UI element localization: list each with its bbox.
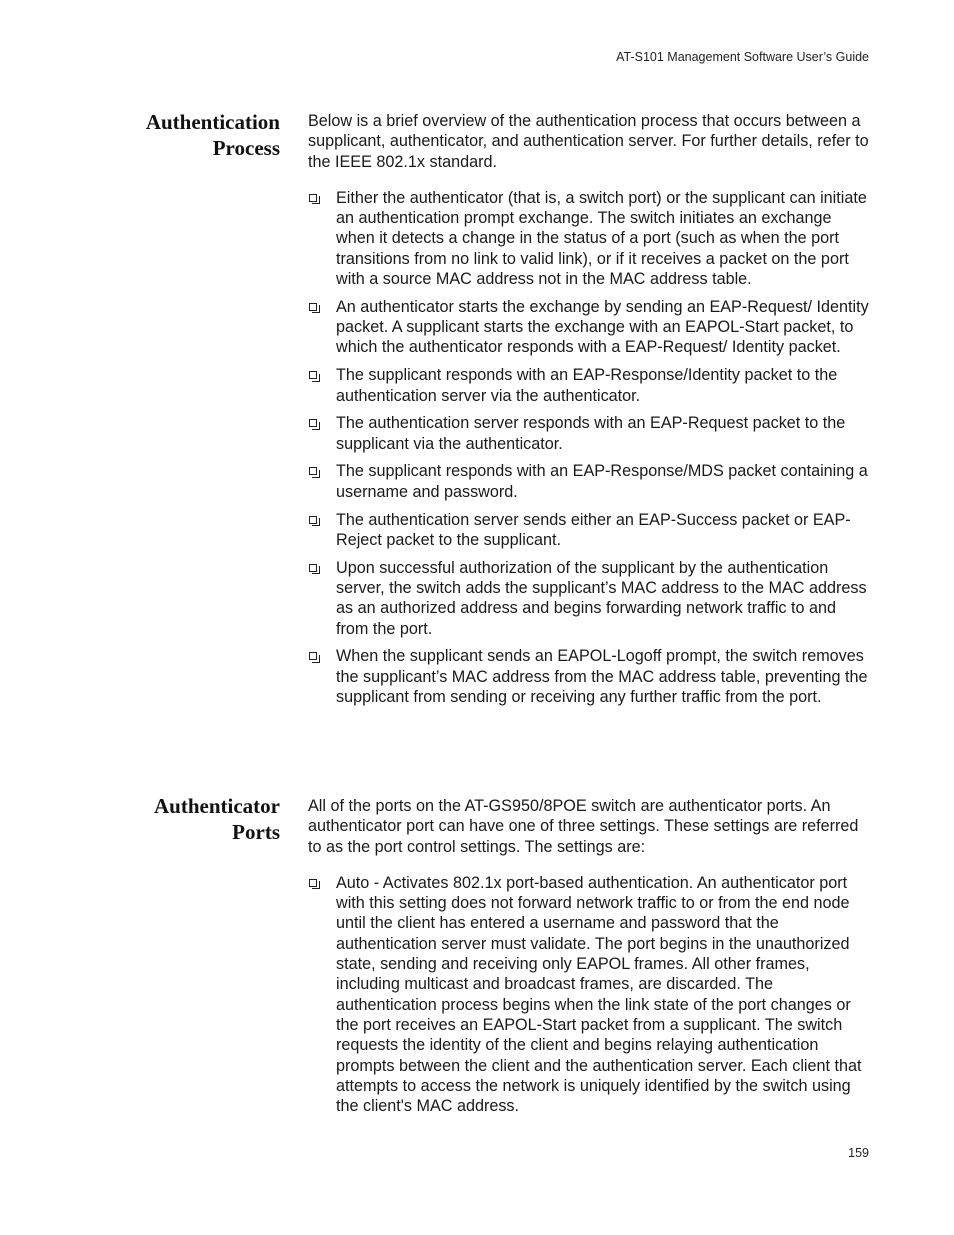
box-bullet-icon — [309, 371, 317, 379]
list-item-text: The supplicant responds with an EAP-Response/Identity packet to the authentication server via the authenticator. — [336, 366, 838, 405]
box-bullet-icon — [309, 419, 317, 427]
list-item — [308, 646, 870, 707]
list-item-text: The supplicant responds with an EAP-Response/MDS packet containing a username and password. — [336, 462, 868, 501]
section-intro: Below is a brief overview of the authentication process that occurs between a supplicant, authenticator, and authentication server. For further details, refer to the IEEE 802.1x standard. — [308, 112, 869, 171]
list-item — [308, 461, 870, 502]
list-item — [308, 413, 870, 454]
list-item-text: Auto - Activates 802.1x port-based authentication. An authenticator port with this setting does not forward network traffic to or from the end node until the client has entered a username and password that the authentication server must validate. The port begins in the unauthorized state, sending and receiving only EAPOL frames. All other frames, including multicast and broadcast frames, are discarded. The authentication process begins when the link state of the port changes or the port receives an EAPOL-Start packet from a supplicant. The switch requests the identity of the client and begins relaying authentication prompts between the client and the authentication server. Each client that attempts to access the network is uniquely identified by the switch using the client's MAC address. — [336, 873, 862, 1116]
list-item — [308, 558, 870, 639]
box-bullet-icon — [309, 879, 317, 887]
list-item-text: Upon successful authorization of the supplicant by the authentication server, the switch adds the supplicant’s MAC address to the MAC address as an authorized address and begins forwarding network traffic to and from the port. — [336, 558, 867, 638]
list-item-text: When the supplicant sends an EAPOL-Logoff prompt, the switch removes the supplicant’s MAC address from the MAC address table, preventing the supplicant from sending or receiving any further traffic from the port. — [336, 647, 868, 706]
section-title-line1: Authenticator — [154, 794, 280, 818]
running-header: AT-S101 Management Software User’s Guide — [616, 50, 869, 64]
section-body — [308, 111, 870, 715]
list-item-text: An authenticator starts the exchange by sending an EAP-Request/ Identity packet. A supplicant starts the exchange with an EAPOL-Start packet, to which the authenticator responds with a EAP-Request/ Identity packet. — [336, 297, 869, 357]
list-item-text: The authentication server responds with an EAP-Request packet to the supplicant via the authenticator. — [336, 414, 846, 453]
section-title-line2: Process — [212, 136, 280, 160]
list-item-text: Either the authenticator (that is, a switch port) or the supplicant can initiate an authentication prompt exchange. The switch initiates an exchange when it detects a change in the status of a port (such as when the port transitions from no link to valid link), or if it receives a packet on the port with a source MAC address not in the MAC address table. — [336, 188, 867, 289]
list-item — [308, 188, 870, 289]
list-item — [308, 297, 870, 358]
section-title — [154, 793, 280, 845]
box-bullet-icon — [309, 194, 317, 202]
box-bullet-icon — [309, 564, 317, 572]
list-item — [308, 365, 870, 406]
box-bullet-icon — [309, 516, 317, 524]
page-number: 159 — [848, 1146, 869, 1160]
section-title-line1: Authentication — [145, 110, 280, 134]
list-item — [308, 873, 870, 1117]
box-bullet-icon — [309, 467, 317, 475]
box-bullet-icon — [309, 652, 317, 660]
section-body — [308, 796, 870, 1124]
list-item-text: The authentication server sends either an EAP-Success packet or EAP-Reject packet to the supplicant. — [336, 510, 851, 549]
section-title — [146, 109, 280, 161]
box-bullet-icon — [309, 303, 317, 311]
list-item — [308, 510, 870, 551]
section-title-line2: Ports — [232, 820, 280, 844]
bullet-list — [308, 188, 870, 707]
bullet-list — [308, 873, 870, 1117]
section-intro: All of the ports on the AT-GS950/8POE switch are authenticator ports. An authenticator port can have one of three settings. These settings are referred to as the port control settings. The settings are: — [308, 797, 859, 856]
